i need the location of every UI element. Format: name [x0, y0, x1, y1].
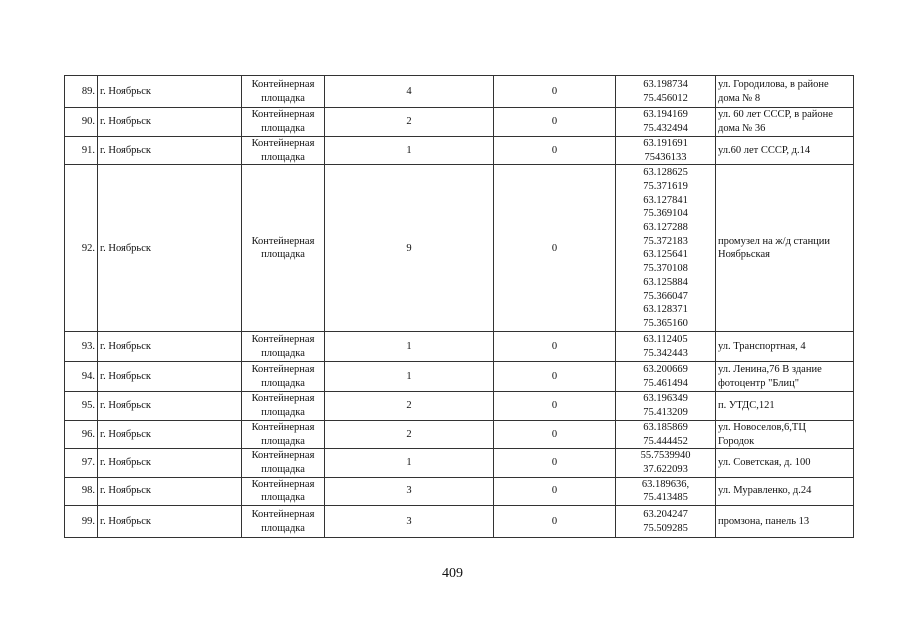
site-type-line: Контейнерная [251, 478, 315, 490]
address-line: дома № 36 [718, 123, 766, 134]
address-cell [716, 137, 854, 165]
container-count-cell: 2 [325, 108, 494, 137]
address-line: ул. Муравленко, д.24 [718, 485, 812, 497]
coordinate-line: 75.369104 [643, 208, 688, 220]
table-row [65, 420, 854, 448]
site-type-line: площадка [261, 249, 305, 261]
zero-count-cell: 0 [494, 76, 616, 108]
coordinate-line: 75.371619 [643, 180, 688, 192]
table-row [65, 165, 854, 332]
city-cell: г. Ноябрьск [98, 76, 242, 108]
address-cell [716, 108, 854, 137]
city-cell: г. Ноябрьск [98, 137, 242, 165]
coordinates-cell [616, 392, 716, 420]
coordinates-cell [616, 506, 716, 538]
city-cell: г. Ноябрьск [98, 420, 242, 448]
address-cell [716, 420, 854, 448]
row-number-cell: 99. [65, 506, 98, 538]
coordinates-cell [616, 420, 716, 448]
table-row [65, 332, 854, 362]
city-cell: г. Ноябрьск [98, 477, 242, 505]
container-count-cell: 1 [325, 449, 494, 477]
row-number-cell: 89. [65, 76, 98, 108]
address-line: п. УТДС,121 [718, 400, 775, 412]
row-number-cell: 93. [65, 332, 98, 362]
coordinate-line: 63.189636, [641, 478, 690, 490]
coordinate-line: 75.432494 [643, 123, 688, 134]
zero-count-cell: 0 [494, 420, 616, 448]
row-number-cell: 90. [65, 108, 98, 137]
site-type-line: Контейнерная [251, 508, 315, 520]
container-count-cell: 2 [325, 420, 494, 448]
coordinate-line: 37.622093 [643, 463, 688, 475]
coordinate-line: 55.7539940 [640, 450, 691, 462]
site-type-line: Контейнерная [251, 235, 315, 247]
zero-count-cell: 0 [494, 362, 616, 392]
coordinates-cell [616, 362, 716, 392]
coordinate-line: 75.456012 [643, 92, 688, 104]
site-type-cell [242, 420, 325, 448]
table-row [65, 449, 854, 477]
site-type-cell [242, 76, 325, 108]
coordinates-cell [616, 108, 716, 137]
row-number-cell: 95. [65, 392, 98, 420]
coordinates-cell [616, 449, 716, 477]
site-type-line: площадка [261, 492, 305, 504]
address-line: ул. Советская, д. 100 [718, 457, 811, 469]
coordinate-line: 75436133 [644, 151, 687, 163]
table-row [65, 137, 854, 165]
address-line: дома № 8 [718, 92, 761, 104]
zero-count-cell: 0 [494, 332, 616, 362]
city-cell: г. Ноябрьск [98, 108, 242, 137]
site-type-line: площадка [261, 347, 305, 359]
coordinates-cell [616, 332, 716, 362]
coordinate-line: 75.413485 [643, 492, 688, 504]
site-type-line: Контейнерная [251, 393, 315, 405]
container-sites-table [64, 75, 854, 538]
zero-count-cell: 0 [494, 108, 616, 137]
row-number-cell: 98. [65, 477, 98, 505]
zero-count-cell: 0 [494, 506, 616, 538]
container-count-cell: 3 [325, 506, 494, 538]
site-type-line: площадка [261, 123, 305, 134]
row-number-cell: 91. [65, 137, 98, 165]
address-line: ул. Ленина,76 В здание [718, 364, 822, 376]
coordinates-cell [616, 165, 716, 332]
coordinate-line: 75.365160 [643, 317, 688, 329]
address-line: промзона, панель 13 [718, 515, 810, 527]
zero-count-cell: 0 [494, 137, 616, 165]
coordinate-line: 63.204247 [643, 508, 688, 520]
coordinate-line: 75.372183 [643, 235, 688, 247]
coordinate-line: 63.200669 [643, 364, 688, 376]
container-count-cell: 1 [325, 362, 494, 392]
site-type-line: Контейнерная [251, 421, 315, 433]
address-cell [716, 332, 854, 362]
coordinate-line: 63.194169 [643, 109, 688, 121]
site-type-cell [242, 137, 325, 165]
site-type-cell [242, 165, 325, 332]
address-cell [716, 165, 854, 332]
coordinate-line: 63.127841 [643, 194, 688, 206]
coordinate-line: 63.125884 [643, 276, 688, 288]
address-line: ул. Транспортная, 4 [718, 341, 806, 353]
address-cell [716, 477, 854, 505]
coordinate-line: 75.461494 [643, 377, 688, 389]
city-cell: г. Ноябрьск [98, 449, 242, 477]
coordinate-line: 63.128371 [643, 304, 688, 316]
address-line: Ноябрьская [718, 249, 770, 261]
site-type-cell [242, 108, 325, 137]
site-type-line: Контейнерная [251, 450, 315, 462]
site-type-line: площадка [261, 377, 305, 389]
site-type-line: площадка [261, 151, 305, 163]
container-count-cell: 1 [325, 137, 494, 165]
city-cell: г. Ноябрьск [98, 165, 242, 332]
zero-count-cell: 0 [494, 165, 616, 332]
coordinate-line: 63.185869 [643, 421, 688, 433]
coordinates-cell [616, 477, 716, 505]
row-number-cell: 92. [65, 165, 98, 332]
address-line: Городок [718, 435, 755, 447]
zero-count-cell: 0 [494, 477, 616, 505]
address-line: ул.60 лет СССР, д.14 [718, 144, 811, 156]
site-type-line: Контейнерная [251, 138, 315, 149]
site-type-line: площадка [261, 407, 305, 419]
coordinate-line: 63.128625 [643, 167, 688, 179]
coordinate-line: 75.370108 [643, 263, 688, 275]
coordinates-cell [616, 137, 716, 165]
address-cell [716, 506, 854, 538]
site-type-cell [242, 477, 325, 505]
coordinate-line: 63.112405 [643, 334, 688, 346]
address-cell [716, 76, 854, 108]
table-body [65, 76, 854, 538]
address-line: ул. Городилова, в районе [718, 78, 829, 90]
coordinate-line: 63.196349 [643, 393, 688, 405]
coordinates-cell [616, 76, 716, 108]
container-count-cell: 9 [325, 165, 494, 332]
site-type-cell [242, 449, 325, 477]
city-cell: г. Ноябрьск [98, 506, 242, 538]
table-row [65, 477, 854, 505]
site-type-line: площадка [261, 92, 305, 104]
container-count-cell: 4 [325, 76, 494, 108]
coordinate-line: 75.366047 [643, 290, 688, 302]
address-line: ул. Новоселов,6,ТЦ [718, 421, 806, 433]
site-type-line: Контейнерная [251, 334, 315, 346]
address-cell [716, 449, 854, 477]
row-number-cell: 94. [65, 362, 98, 392]
site-type-cell [242, 332, 325, 362]
table-row [65, 392, 854, 420]
coordinate-line: 75.444452 [643, 435, 688, 447]
table-row [65, 108, 854, 137]
address-cell [716, 362, 854, 392]
coordinate-line: 75.342443 [643, 347, 688, 359]
container-count-cell: 2 [325, 392, 494, 420]
coordinate-line: 63.125641 [643, 249, 688, 261]
table-row [65, 76, 854, 108]
container-count-cell: 1 [325, 332, 494, 362]
row-number-cell: 96. [65, 420, 98, 448]
address-line: промузел на ж/д станции [718, 235, 831, 247]
zero-count-cell: 0 [494, 449, 616, 477]
row-number-cell: 97. [65, 449, 98, 477]
table-row [65, 362, 854, 392]
site-type-cell [242, 392, 325, 420]
site-type-line: площадка [261, 435, 305, 447]
site-type-line: площадка [261, 522, 305, 534]
coordinate-line: 63.127288 [643, 222, 688, 233]
address-line: ул. 60 лет СССР, в районе [718, 109, 833, 121]
address-line: фотоцентр "Блиц" [718, 377, 800, 389]
site-type-cell [242, 362, 325, 392]
coordinate-line: 63.191691 [643, 138, 688, 149]
address-cell [716, 392, 854, 420]
container-count-cell: 3 [325, 477, 494, 505]
site-type-cell [242, 506, 325, 538]
site-type-line: Контейнерная [251, 78, 315, 90]
site-type-line: площадка [261, 463, 305, 475]
city-cell: г. Ноябрьск [98, 332, 242, 362]
page-number: 409 [442, 566, 463, 581]
city-cell: г. Ноябрьск [98, 392, 242, 420]
site-type-line: Контейнерная [251, 109, 315, 121]
coordinate-line: 63.198734 [643, 78, 688, 90]
table-row [65, 506, 854, 538]
zero-count-cell: 0 [494, 392, 616, 420]
coordinate-line: 75.509285 [643, 522, 688, 534]
city-cell: г. Ноябрьск [98, 362, 242, 392]
coordinate-line: 75.413209 [643, 407, 688, 419]
site-type-line: Контейнерная [251, 364, 315, 376]
